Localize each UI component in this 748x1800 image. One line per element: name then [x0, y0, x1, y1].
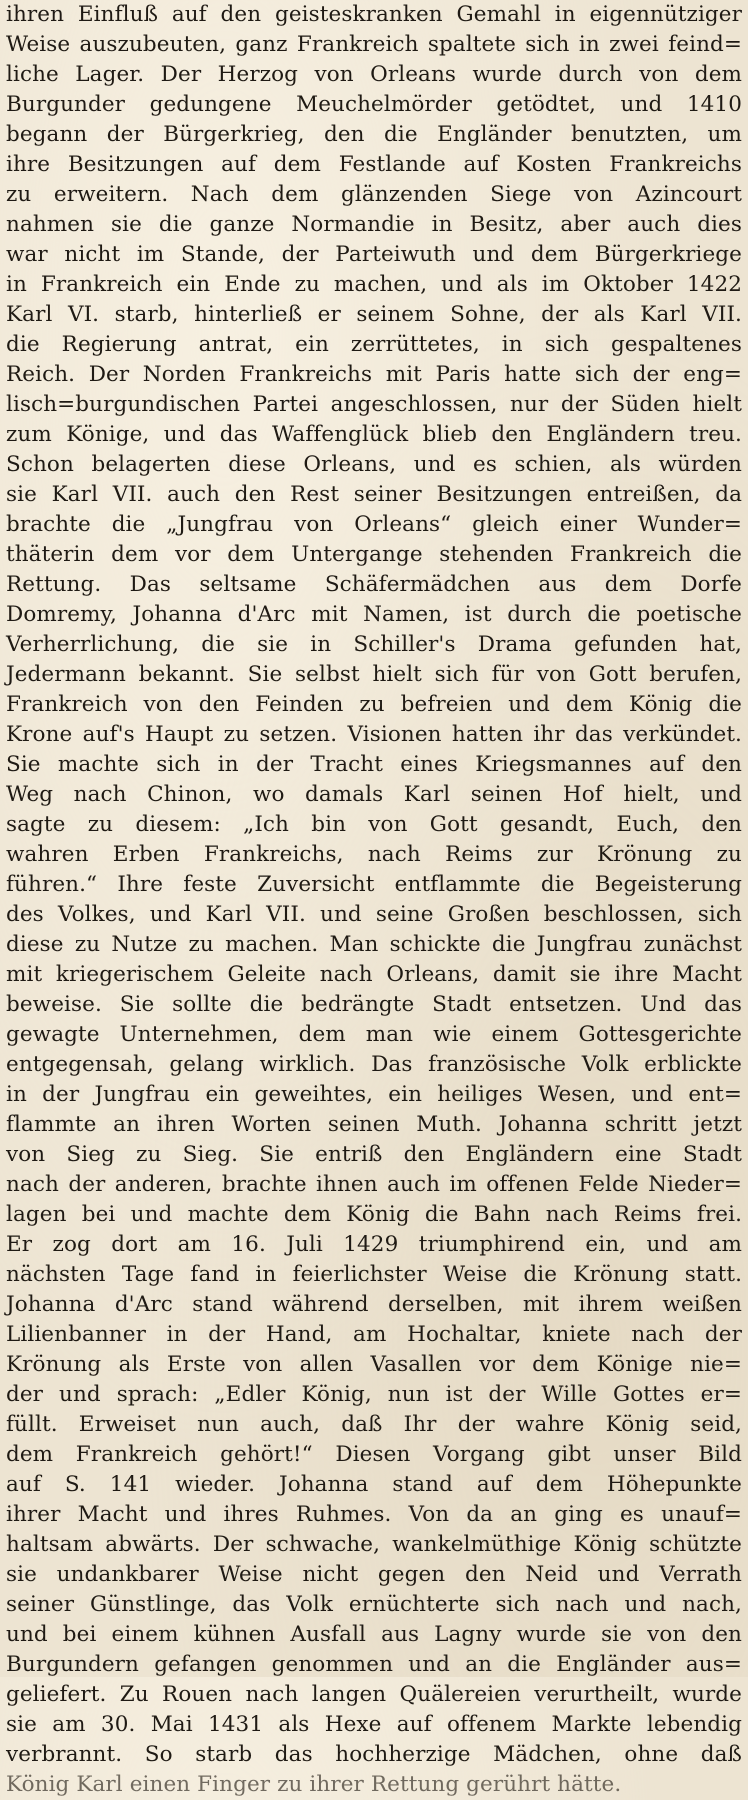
- text-line: und bei einem kühnen Ausfall aus Lagny wurde sie von den: [6, 1622, 742, 1647]
- text-line: entgegensah, gelang wirklich. Das französische Volk erblickte: [6, 1052, 742, 1077]
- text-line: zum Könige, und das Waffenglück blieb den Engländern treu.: [6, 422, 742, 447]
- text-line: lisch=burgundischen Partei angeschlossen, nur der Süden hielt: [6, 392, 742, 417]
- text-line: sie am 30. Mai 1431 als Hexe auf offenem Markte lebendig: [6, 1712, 742, 1737]
- text-line: des Volkes, und Karl VII. und seine Großen beschlossen, sich: [6, 902, 742, 927]
- text-line: nahmen sie die ganze Normandie in Besitz, aber auch dies: [6, 212, 742, 237]
- text-line: brachte die „Jungfrau von Orleans“ gleich einer Wunder=: [6, 512, 742, 537]
- text-line: der und sprach: „Edler König, nun ist der Wille Gottes er=: [6, 1382, 742, 1407]
- text-line: liche Lager. Der Herzog von Orleans wurde durch von dem: [6, 62, 742, 87]
- text-line: Domremy, Johanna d'Arc mit Namen, ist durch die poetische: [6, 602, 742, 627]
- text-line: verbrannt. So starb das hochherzige Mädchen, ohne daß: [6, 1742, 742, 1767]
- text-line: Sie machte sich in der Tracht eines Kriegsmannes auf den: [6, 752, 742, 777]
- text-line: beweise. Sie sollte die bedrängte Stadt entsetzen. Und das: [6, 992, 742, 1017]
- text-line: seiner Günstlinge, das Volk ernüchterte sich nach und nach,: [6, 1592, 742, 1617]
- text-line: ihren Einfluß auf den geisteskranken Gemahl in eigennütziger: [6, 2, 742, 27]
- text-line: Rettung. Das seltsame Schäfermädchen aus dem Dorfe: [6, 572, 742, 597]
- text-line: sie Karl VII. auch den Rest seiner Besitzungen entreißen, da: [6, 482, 742, 507]
- text-line: mit kriegerischem Geleite nach Orleans, damit sie ihre Macht: [6, 962, 742, 987]
- text-line: Weise auszubeuten, ganz Frankreich spaltete sich in zwei feind=: [6, 32, 742, 57]
- text-line: Krönung als Erste von allen Vasallen vor dem Könige nie=: [6, 1352, 742, 1377]
- text-line: Frankreich von den Feinden zu befreien und dem König die: [6, 692, 742, 717]
- text-line: Burgunder gedungene Meuchelmörder getödtet, und 1410: [6, 92, 742, 117]
- text-line: von Sieg zu Sieg. Sie entriß den Engländern eine Stadt: [6, 1142, 742, 1167]
- text-line: ihre Besitzungen auf dem Festlande auf Kosten Frankreichs: [6, 152, 742, 177]
- text-line: sie undankbarer Weise nicht gegen den Neid und Verrath: [6, 1562, 742, 1587]
- text-line: zu erweitern. Nach dem glänzenden Siege von Azincourt: [6, 182, 742, 207]
- text-line: Jedermann bekannt. Sie selbst hielt sich für von Gott berufen,: [6, 662, 742, 687]
- text-line: ihrer Macht und ihres Ruhmes. Von da an ging es unauf=: [6, 1502, 742, 1527]
- text-line: die Regierung antrat, ein zerrüttetes, in sich gespaltenes: [6, 332, 742, 357]
- text-line: König Karl einen Finger zu ihrer Rettung gerührt hätte.: [6, 1772, 622, 1797]
- text-line: geliefert. Zu Rouen nach langen Quälereien verurtheilt, wurde: [6, 1682, 742, 1707]
- text-line: Weg nach Chinon, wo damals Karl seinen Hof hielt, und: [6, 782, 742, 807]
- text-line: Verherrlichung, die sie in Schiller's Drama gefunden hat,: [6, 632, 742, 657]
- text-line: Krone auf's Haupt zu setzen. Visionen hatten ihr das verkündet.: [6, 722, 742, 747]
- text-line: war nicht im Stande, der Parteiwuth und dem Bürgerkriege: [6, 242, 742, 267]
- text-line: wahren Erben Frankreichs, nach Reims zur Krönung zu: [6, 842, 742, 867]
- text-line: gewagte Unternehmen, dem man wie einem Gottesgerichte: [6, 1022, 742, 1047]
- text-line: Lilienbanner in der Hand, am Hochaltar, kniete nach der: [6, 1322, 742, 1347]
- text-line: lagen bei und machte dem König die Bahn nach Reims frei.: [6, 1202, 742, 1227]
- text-line: Er zog dort am 16. Juli 1429 triumphirend ein, und am: [6, 1232, 742, 1257]
- text-line: diese zu Nutze zu machen. Man schickte die Jungfrau zunächst: [6, 932, 742, 957]
- text-line: thäterin dem vor dem Untergange stehenden Frankreich die: [6, 542, 742, 567]
- text-line: führen.“ Ihre feste Zuversicht entflammte die Begeisterung: [6, 872, 742, 897]
- text-line: Reich. Der Norden Frankreichs mit Paris hatte sich der eng=: [6, 362, 742, 387]
- text-line: sagte zu diesem: „Ich bin von Gott gesandt, Euch, den: [6, 812, 742, 837]
- text-line: haltsam abwärts. Der schwache, wankelmüthige König schützte: [6, 1532, 742, 1557]
- text-line: flammte an ihren Worten seinen Muth. Johanna schritt jetzt: [6, 1112, 742, 1137]
- text-line: Burgundern gefangen genommen und an die Engländer aus=: [6, 1652, 742, 1677]
- text-line: auf S. 141 wieder. Johanna stand auf dem Höhepunkte: [6, 1472, 742, 1497]
- text-line: in der Jungfrau ein geweihtes, ein heiliges Wesen, und ent=: [6, 1082, 742, 1107]
- text-line: nach der anderen, brachte ihnen auch im offenen Felde Nieder=: [6, 1172, 742, 1197]
- text-line: dem Frankreich gehört!“ Diesen Vorgang gibt unser Bild: [6, 1442, 742, 1467]
- article-text: [6, 0, 742, 1797]
- text-line: Schon belagerten diese Orleans, und es schien, als würden: [6, 452, 742, 477]
- text-line: nächsten Tage fand in feierlichster Weise die Krönung statt.: [6, 1262, 742, 1287]
- text-line: Karl VI. starb, hinterließ er seinem Sohne, der als Karl VII.: [6, 302, 742, 327]
- text-line: füllt. Erweiset nun auch, daß Ihr der wahre König seid,: [6, 1412, 742, 1437]
- text-line: in Frankreich ein Ende zu machen, und als im Oktober 1422: [6, 272, 742, 297]
- text-line: Johanna d'Arc stand während derselben, mit ihrem weißen: [6, 1292, 742, 1317]
- text-line: begann der Bürgerkrieg, den die Engländer benutzten, um: [6, 122, 742, 147]
